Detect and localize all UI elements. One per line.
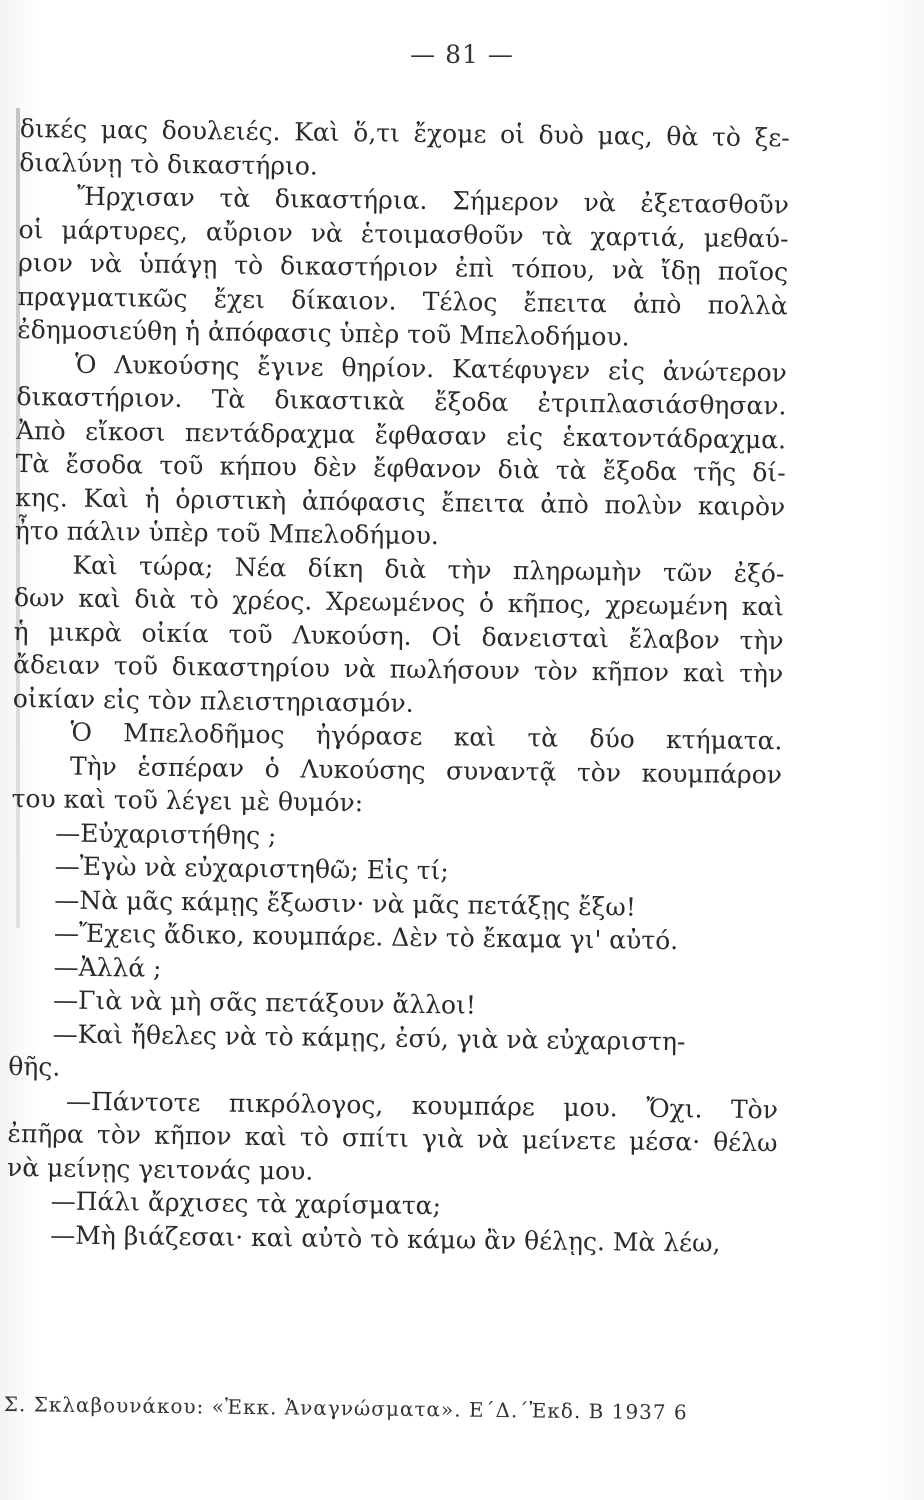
text-line: ἄδειαν τοῦ δικαστηρίου νὰ πωλήσουν τὸν κῆπον καὶ τὴν	[13, 649, 784, 689]
text-line: —Νὰ μᾶς κάμῃς ἔξωσιν· νὰ μᾶς πετάξῃς ἔξω!	[54, 884, 637, 922]
text-line: —Ἀλλά ;	[53, 951, 162, 983]
text-line: πραγματικῶς ἔχει δίκαιον. Τέλος ἔπειτα ἀπὸ πολλὰ	[17, 281, 788, 320]
text-line: ἐδημοσιεύθη ἡ ἀπόφασις ὑπὲρ τοῦ Μπελοδήμου.	[17, 314, 630, 352]
text-line: Ἀπὸ εἴκοσι πεντάδραχμα ἔφθασαν εἰς ἑκατοντάδραχμα.	[15, 415, 787, 454]
text-line: νὰ μείνῃς γειτονάς μου.	[6, 1152, 314, 1186]
text-line: κης. Καὶ ἡ ὁριστικὴ ἀπόφασις ἔπειτα ἀπὸ πολὺν καιρὸν	[15, 482, 786, 521]
text-line: Καὶ τώρα; Νέα δίκη διὰ τὴν πληρωμὴν τῶν ἐξό-	[72, 550, 785, 588]
text-line: οἱ μάρτυρες, αὔριον νὰ ἑτοιμασθοῦν τὰ χαρτιά, μεθαύ-	[18, 214, 789, 253]
text-line: Ἤρχισαν τὰ δικαστήρια. Σήμερον νὰ ἐξετασθοῦν	[76, 181, 790, 220]
text-line: δων καὶ διὰ τὸ χρέος. Χρεωμένος ὁ κῆπος, χρεωμένη καὶ	[13, 582, 785, 622]
text-line: Ὁ Μπελοδῆμος ἠγόρασε καὶ τὰ δύο κτήματα.	[70, 717, 783, 756]
text-line: ἡ μικρὰ οἰκία τοῦ Λυκούση. Οἱ δανεισταὶ ἔλαβον τὴν	[13, 616, 784, 655]
text-line: ἐπῆρα τὸν κῆπον καὶ τὸ σπίτι γιὰ νὰ μείνετε μέσα· θέλω	[7, 1118, 778, 1158]
text-line: ἦτο πάλιν ὑπὲρ τοῦ Μπελοδήμου.	[14, 515, 440, 551]
text-line: —Πάντοτε πικρόλογος, κουμπάρε μου. Ὄχι. Τὸν	[65, 1086, 779, 1124]
text-line: θῆς.	[8, 1051, 61, 1082]
text-line: δικαστήριον. Τὰ δικαστικὰ ἔξοδα ἐτριπλασιάσθησαν.	[16, 381, 787, 421]
text-line: —Πάλι ἄρχισες τὰ χαρίσματα;	[50, 1186, 442, 1221]
text-line: —Μὴ βιάζεσαι· καὶ αὐτὸ τὸ κάμω ἂν θέλῃς. Μὰ λέω,	[50, 1219, 721, 1258]
printer-signature-line: Σ. Σκλαβουνάκου: «Ἐκκ. Ἀναγνώσματα». Ε΄Δ.΄Ἐκδ. Β 1937 6	[3, 1392, 688, 1425]
page-number: — 81 —	[410, 40, 514, 69]
page-body-text	[6, 112, 790, 1260]
text-line: —Καὶ ἤθελες νὰ τὸ κάμῃς, ἐσύ, γιὰ νὰ εὐχαριστη-	[52, 1018, 686, 1056]
text-line: —Γιὰ νὰ μὴ σᾶς πετάξουν ἄλλοι!	[52, 985, 477, 1020]
text-line: —Ἔχεις ἄδικο, κουμπάρε. Δὲν τὸ ἔκαμα γι' αὐτό.	[53, 918, 679, 956]
text-line: οἰκίαν εἰς τὸν πλειστηριασμόν.	[12, 683, 414, 718]
text-line: Τὴν ἑσπέραν ὁ Λυκούσης συναντᾷ τὸν κουμπάρον	[69, 751, 783, 789]
text-line: Τὰ ἔσοδα τοῦ κήπου δὲν ἔφθανον διὰ τὰ ἔξοδα τῆς δί-	[15, 448, 786, 488]
text-line: —Εὐχαριστήθης ;	[55, 817, 277, 850]
text-line: Ὁ Λυκούσης ἔγινε θηρίον. Κατέφυγεν εἰς ἀνώτερον	[74, 349, 788, 387]
text-line: διαλύνῃ τὸ δικαστήριο.	[19, 147, 319, 181]
text-line: δικές μας δουλειές. Καὶ ὅ,τι ἔχομε οἱ δυὸ μας, θὰ τὸ ξε-	[19, 113, 790, 153]
text-line: —Ἐγὼ νὰ εὐχαριστηθῶ; Εἰς τί;	[54, 851, 449, 886]
text-line: ριον νὰ ὑπάγῃ τὸ δικαστήριον ἐπὶ τόπου, νὰ ἴδῃ ποῖος	[17, 247, 789, 287]
text-line: του καὶ τοῦ λέγει μὲ θυμόν:	[11, 783, 364, 818]
